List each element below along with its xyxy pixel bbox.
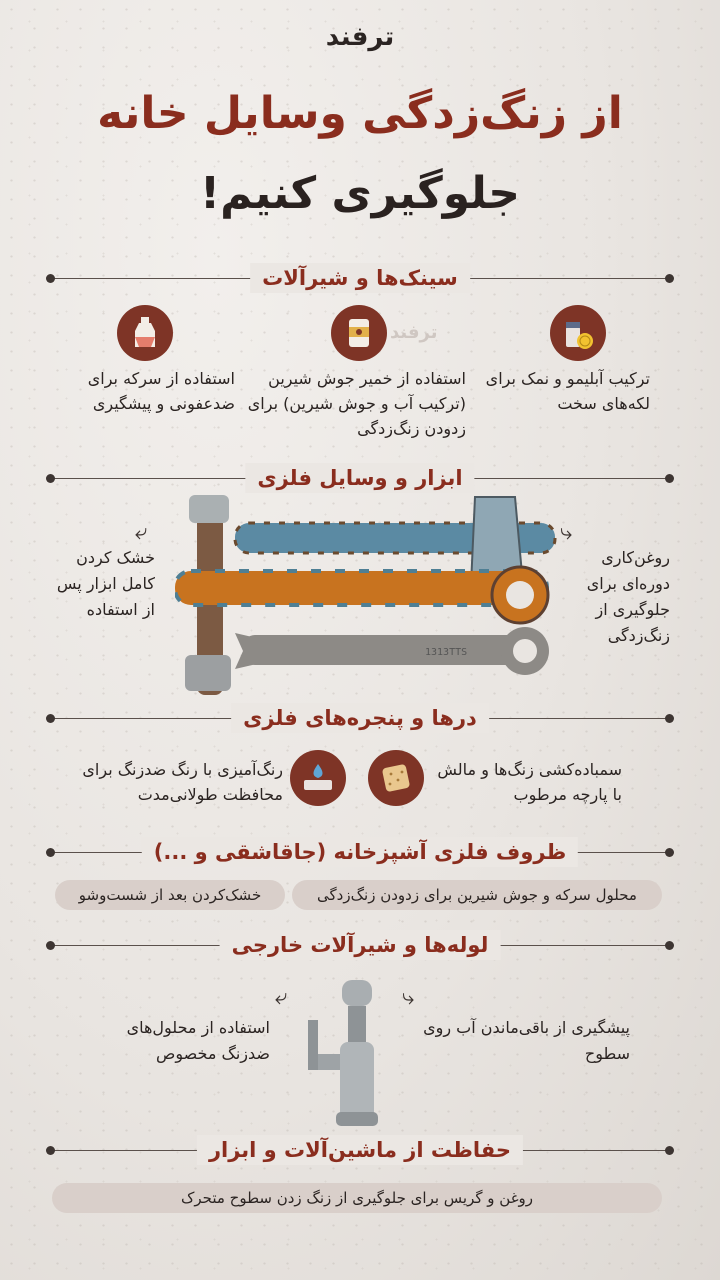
paint-drop-icon	[290, 750, 346, 806]
page-title: از زنگ‌زدگی وسایل خانه	[97, 88, 623, 139]
tip-lemon-salt: ترکیب آبلیمو و نمک برای لکه‌های سخت	[485, 369, 650, 413]
section-header-sinks	[50, 263, 670, 293]
vinegar-bottle-icon	[117, 305, 173, 361]
tip-dry-tools: خشک کردن کامل ابزار پس از استفاده	[56, 548, 155, 619]
tip-oil-grease-pill: روغن و گریس برای جلوگیری از زنگ زدن سطوح متحرک	[52, 1183, 662, 1213]
section-title: ابزار و وسایل فلزی	[245, 463, 474, 493]
section-header-kitchen	[50, 837, 670, 867]
watermark: ترفند	[390, 322, 438, 343]
tip-vinegar: استفاده از سرکه برای ضدعفونی و پیشگیری	[87, 369, 235, 413]
section-title: حفاظت از ماشین‌آلات و ابزار	[197, 1135, 523, 1165]
tip-anti-rust-paint: رنگ‌آمیزی با رنگ ضدزنگ برای محافظت طولانی‌مدت	[82, 760, 283, 804]
rusty-tools-image	[175, 495, 565, 699]
section-header-machines	[50, 1135, 670, 1165]
section-title: سینک‌ها و شیرآلات	[250, 263, 470, 293]
toothpaste-can-icon	[331, 305, 387, 361]
curved-arrow-icon: ⤷	[560, 520, 573, 545]
section-title: درها و پنجره‌های فلزی	[231, 703, 489, 733]
section-header-tools	[50, 463, 670, 493]
section-title: لوله‌ها و شیرآلات خارجی	[220, 930, 501, 960]
tip-prevent-water: پیشگیری از باقی‌ماندن آب روی سطوح	[423, 1018, 630, 1063]
page-subtitle: جلوگیری کنیم!	[200, 168, 520, 219]
section-header-pipes	[50, 930, 670, 960]
lemon-salt-icon	[550, 305, 606, 361]
curved-arrow-icon: ⤶	[275, 985, 288, 1010]
curved-arrow-icon: ⤶	[135, 520, 148, 545]
section-title: ظروف فلزی آشپزخانه (جاقاشقی و ...)	[142, 837, 578, 867]
sandpaper-icon	[368, 750, 424, 806]
svg-text:1313TTS: 1313TTS	[425, 647, 468, 658]
tip-anti-rust-solution: استفاده از محلول‌های ضدزنگ مخصوص	[126, 1018, 270, 1063]
tip-dry-after-wash-pill: خشک‌کردن بعد از شست‌وشو	[55, 880, 285, 910]
tip-sanding: سمباده‌کشی زنگ‌ها و مالش با پارچه مرطوب	[437, 760, 622, 804]
tip-toothpaste: استفاده از خمیر جوش شیرین (ترکیب آب و جوش شیرین) برای زدودن زنگ‌زدگی	[247, 369, 466, 438]
brand-logo: ترفند	[325, 22, 395, 52]
tip-vinegar-soda-pill: محلول سرکه و جوش شیرین برای زدودن زنگ‌زدگی	[292, 880, 662, 910]
curved-arrow-icon: ⤷	[402, 985, 415, 1010]
section-header-doors	[50, 703, 670, 733]
tip-oil-tools: روغن‌کاری دوره‌ای برای جلوگیری از زنگ‌زدگی	[586, 548, 670, 645]
faucet-image	[300, 972, 410, 1136]
